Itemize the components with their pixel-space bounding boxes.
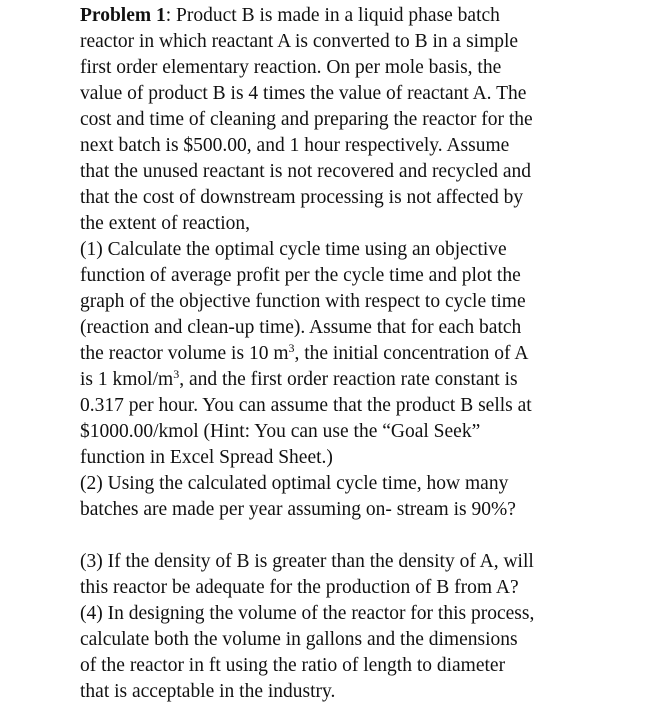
intro-line: Problem 1: Product B is made in a liquid phase batch <box>80 5 500 26</box>
part-1-line: (1) Calculate the optimal cycle time using an objective <box>80 239 507 260</box>
part-4-line: (4) In designing the volume of the reactor for this process, <box>80 603 535 624</box>
cubic-superscript: 3 <box>288 341 295 355</box>
intro-line: cost and time of cleaning and preparing the reactor for the <box>80 109 533 130</box>
problem-text <box>80 3 640 705</box>
intro-line: the extent of reaction, <box>80 213 251 234</box>
part-2-line: batches are made per year assuming on- stream is 90%? <box>80 499 516 520</box>
cubic-superscript: 3 <box>173 367 180 381</box>
paragraph-gap <box>80 523 640 549</box>
intro-line: that the cost of downstream processing is not affected by <box>80 187 524 208</box>
part-1-volume-line: the reactor volume is 10 $m^3$, the initial concentration of A <box>80 341 529 364</box>
part-1-line: 0.317 per hour. You can assume that the product B sells at <box>80 395 532 416</box>
part-4-line: that is acceptable in the industry. <box>80 681 336 702</box>
intro-line: that the unused reactant is not recovered and recycled and <box>80 161 532 182</box>
part-1-line: graph of the objective function with respect to cycle time <box>80 291 526 312</box>
intro-line: value of product B is 4 times the value of reactant A. The <box>80 83 527 104</box>
part-4-line: of the reactor in ft using the ratio of length to diameter <box>80 655 506 676</box>
part-2 <box>80 471 640 523</box>
part-1-line: function in Excel Spread Sheet.) <box>80 447 333 468</box>
intro-line: reactor in which reactant A is converted to B in a simple <box>80 31 519 52</box>
part-3-line: this reactor be adequate for the production of B from A? <box>80 577 519 598</box>
problem-label: Problem 1 <box>80 5 166 26</box>
intro-line: first order elementary reaction. On per mole basis, the <box>80 57 502 78</box>
part-2-line: (2) Using the calculated optimal cycle time, how many <box>80 473 509 494</box>
part-1-line: function of average profit per the cycle time and plot the <box>80 265 521 286</box>
part-1-concentration-line: is 1 kmol/$m^3$, and the first order reaction rate constant is <box>80 367 518 390</box>
part-1-line: $1000.00/kmol (Hint: You can use the “Goal Seek” <box>80 421 481 442</box>
part-4-line: calculate both the volume in gallons and the dimensions <box>80 629 518 650</box>
part-3 <box>80 549 640 601</box>
part-1-line: (reaction and clean-up time). Assume that for each batch <box>80 317 522 338</box>
part-4 <box>80 601 640 705</box>
part-3-line: (3) If the density of B is greater than the density of A, will <box>80 551 534 572</box>
intro-line: next batch is $500.00, and 1 hour respectively. Assume <box>80 135 510 156</box>
part-1 <box>80 237 640 471</box>
problem-intro <box>80 3 640 237</box>
